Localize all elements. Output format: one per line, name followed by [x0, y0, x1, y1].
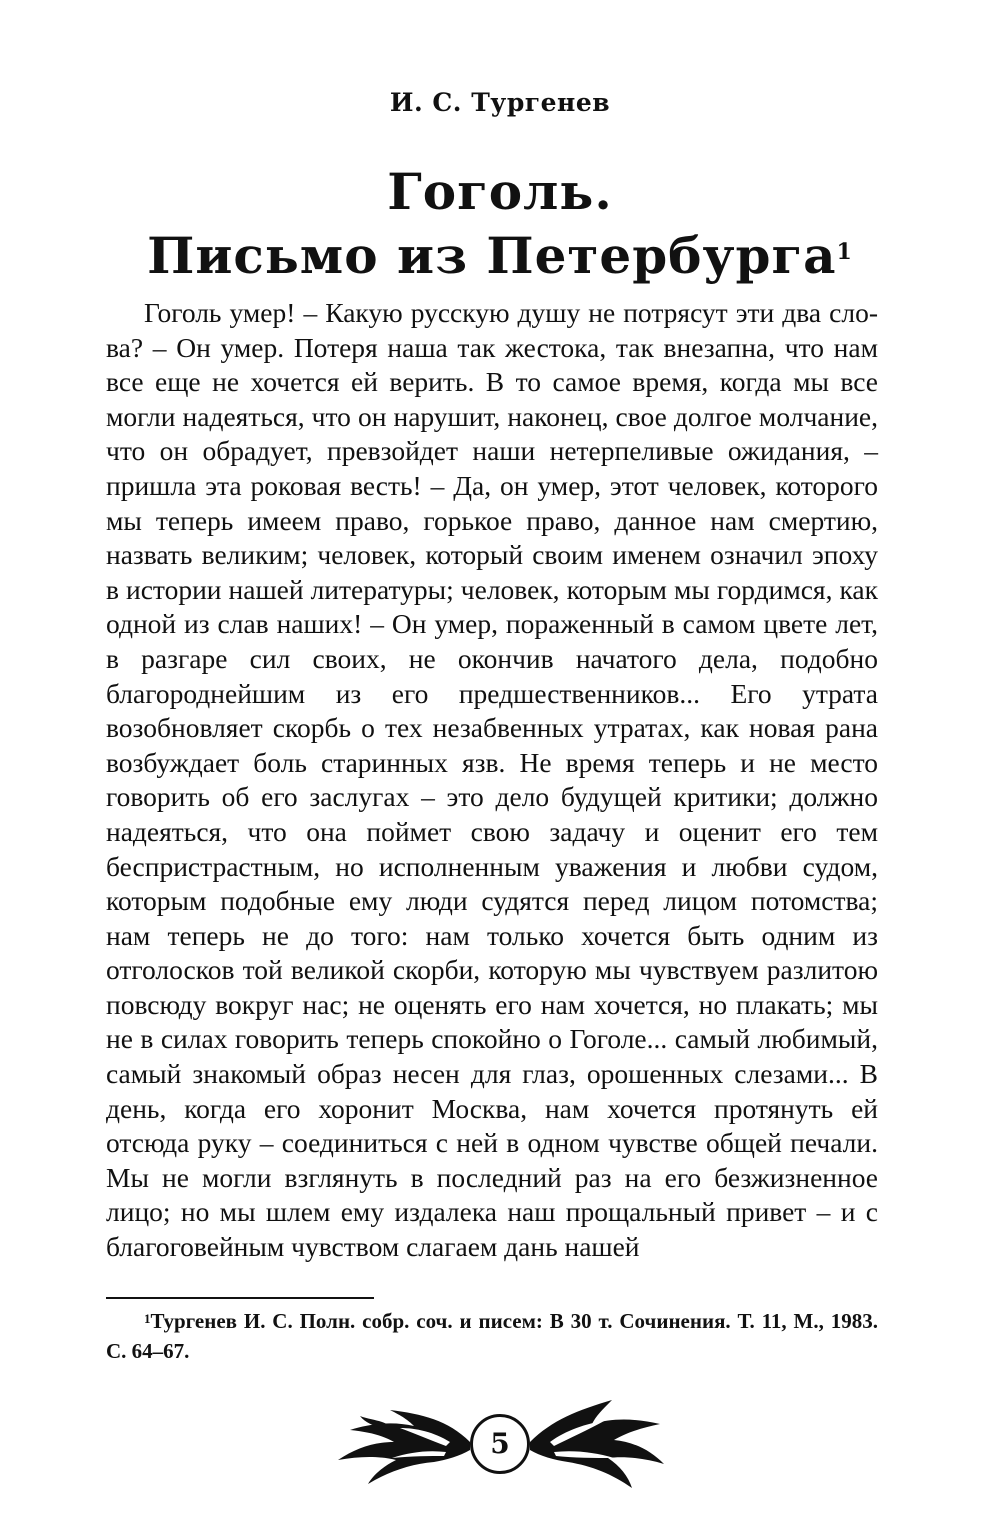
- footnote: [106, 1306, 878, 1366]
- page-number: 5: [470, 1414, 530, 1474]
- footnote-text: Тургенев И. С. Полн. собр. соч. и писем: В 30 т. Сочинения. Т. 11, М., 1983. С. 64–67.: [106, 1309, 878, 1363]
- chapter-title: [0, 160, 1000, 288]
- footnote-mark: 1: [144, 1311, 151, 1326]
- chapter-title-line-1: Гоголь.: [387, 162, 613, 221]
- body-paragraph: Гоголь умер! – Какую русскую душу не потрясут эти два слова? – Он умер. Потеря наша так жестока, так внезапна, что нам все еще не хочется ей верить. В то самое время, когда мы все могли надеяться, что он нарушит, наконец, свое долгое молчание, что он обрадует, превзойдет наши нетерпеливые ожидания, – пришла эта роковая весть! – Да, он умер, этот человек, которого мы теперь имеем право, горькое право, данное нам смертию, назвать великим; человек, который своим именем означил эпоху в истории нашей литературы; человек, которым мы гордимся, как одной из слав наших! – Он умер, пораженный в самом цвете лет, в разгаре сил своих, не окончив начатого дела, подобно благороднейшим из его предшественников... Его утрата возобновляет скорбь о тех незабвенных утратах, как новая рана возбуждает боль старинных язв. Не время теперь и не место говорить об его заслугах – это дело будущей критики; должно надеяться, что она поймет свою задачу и оценит его тем беспристрастным, но исполненным уважения и любви судом, которым подобные ему люди судятся перед лицом потомства; нам теперь не до того: нам только хочется быть одним из отголосков той великой скорби, которую мы чувствуем разлитою повсюду вокруг нас; не оценять его нам хочется, но плакать; мы не в силах говорить теперь спокойно о Гоголе... самый любимый, самый знакомый образ несен для глаз, орошенных слезами... В день, когда его хоронит Москва, нам хочется протянуть ей отсюда руку – соединиться с ней в одном чувстве общей печали. Мы не могли взглянуть в последний раз на его безжизненное лицо; но мы шлем ему издалека наш прощальный привет – и с благоговейным чувством слагаем дань нашей: [106, 297, 878, 1263]
- footnote-divider: [106, 1297, 374, 1299]
- chapter-title-line-2-text: Письмо из Петербурга: [147, 226, 837, 285]
- running-head-author: И. С. Тургенев: [389, 88, 611, 117]
- chapter-title-line-2: [0, 224, 1000, 288]
- footnote-reference-mark[interactable]: 1: [836, 239, 853, 265]
